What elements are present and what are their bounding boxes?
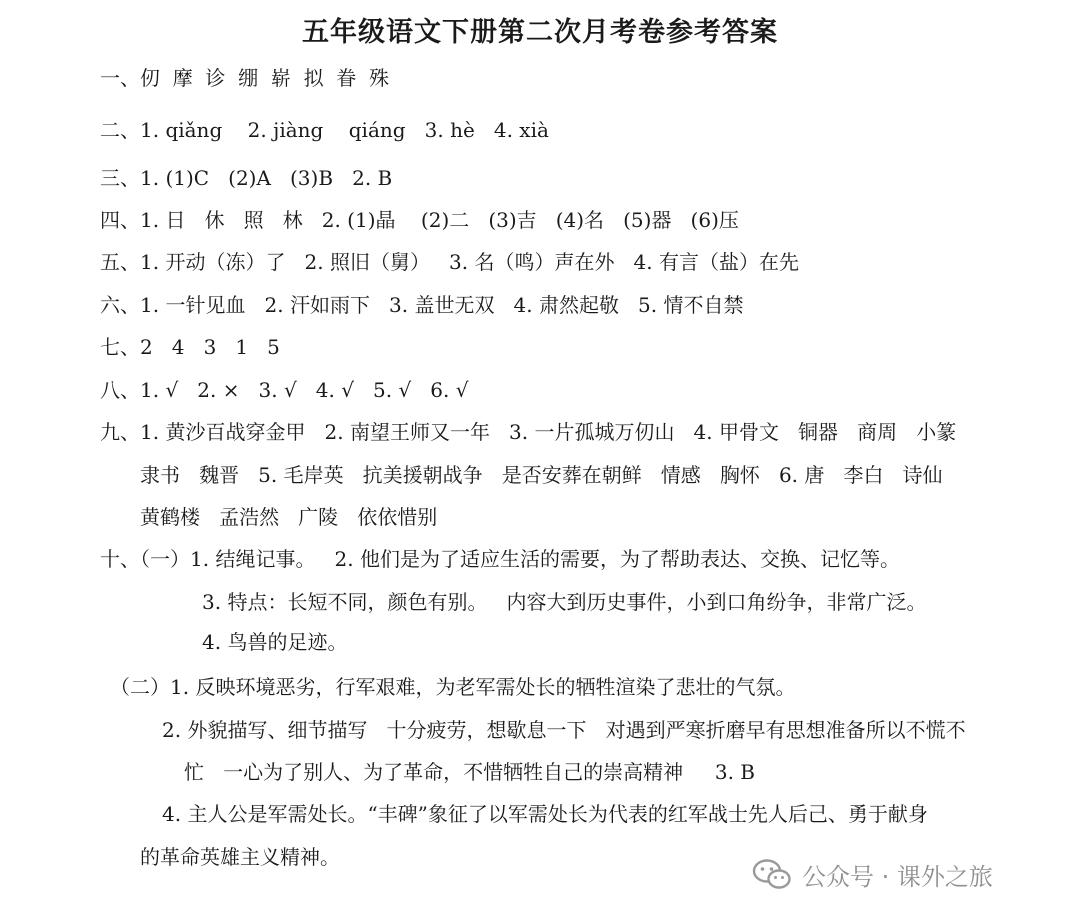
answer-line-10d: （二）1. 反映环境恶劣，行军艰难，为老军需处长的牺牲渲染了悲壮的气氛。: [110, 675, 796, 699]
answer-line-4: 四、1. 日 休 照 林 2. (1)晶 (2)二 (3)吉 (4)名 (5)器 (6)压: [100, 208, 739, 232]
answer-line-7: 七、2 4 3 1 5: [100, 335, 280, 359]
answer-line-2: 二、1. qiǎng 2. jiàng qiáng 3. hè 4. xià: [100, 118, 549, 142]
answer-line-10b: 3. 特点：长短不同，颜色有别。 内容大到历史事件，小到口角纷争，非常广泛。: [202, 590, 927, 614]
answer-line-10e: 2. 外貌描写、细节描写 十分疲劳，想歇息一下 对遇到严寒折磨早有思想准备所以不慌不: [162, 718, 966, 742]
answer-line-10c: 4. 鸟兽的足迹。: [202, 630, 348, 654]
answer-line-10h: 的革命英雄主义精神。: [140, 845, 340, 869]
answer-line-1: 一、仞 摩 诊 绷 崭 拟 眷 殊: [100, 66, 390, 90]
wechat-icon: [752, 858, 792, 890]
watermark-label: 公众号 · 课外之旅: [802, 862, 993, 891]
answer-line-9c: 黄鹤楼 孟浩然 广陵 依依惜别: [140, 505, 438, 529]
answer-line-10g: 4. 主人公是军需处长。“丰碑”象征了以军需处长为代表的红军战士先人后己、勇于献身: [162, 802, 928, 826]
answer-line-6: 六、1. 一针见血 2. 汗如雨下 3. 盖世无双 4. 肃然起敬 5. 情不自禁: [100, 293, 744, 317]
answer-line-3: 三、1. (1)C (2)A (3)B 2. B: [100, 166, 393, 190]
answer-line-9: 九、1. 黄沙百战穿金甲 2. 南望王师又一年 3. 一片孤城万仞山 4. 甲骨文 铜器 商周 小篆: [100, 420, 957, 444]
answer-line-10: 十、（一）1. 结绳记事。 2. 他们是为了适应生活的需要，为了帮助表达、交换、记忆等。: [100, 547, 900, 571]
answer-line-5: 五、1. 开动（冻）了 2. 照旧（舅） 3. 名（鸣）声在外 4. 有言（盐）在先: [100, 250, 799, 274]
answer-line-10f: 忙 一心为了别人、为了革命，不惜牺牲自己的崇高精神 3. B: [184, 760, 755, 784]
page-title: 五年级语文下册第二次月考卷参考答案: [302, 17, 778, 48]
watermark: [752, 852, 1062, 896]
answer-line-8: 八、1. √ 2. × 3. √ 4. √ 5. √ 6. √: [100, 378, 469, 402]
answer-line-9b: 隶书 魏晋 5. 毛岸英 抗美援朝战争 是否安葬在朝鲜 情感 胸怀 6. 唐 李白 诗仙: [140, 463, 943, 487]
